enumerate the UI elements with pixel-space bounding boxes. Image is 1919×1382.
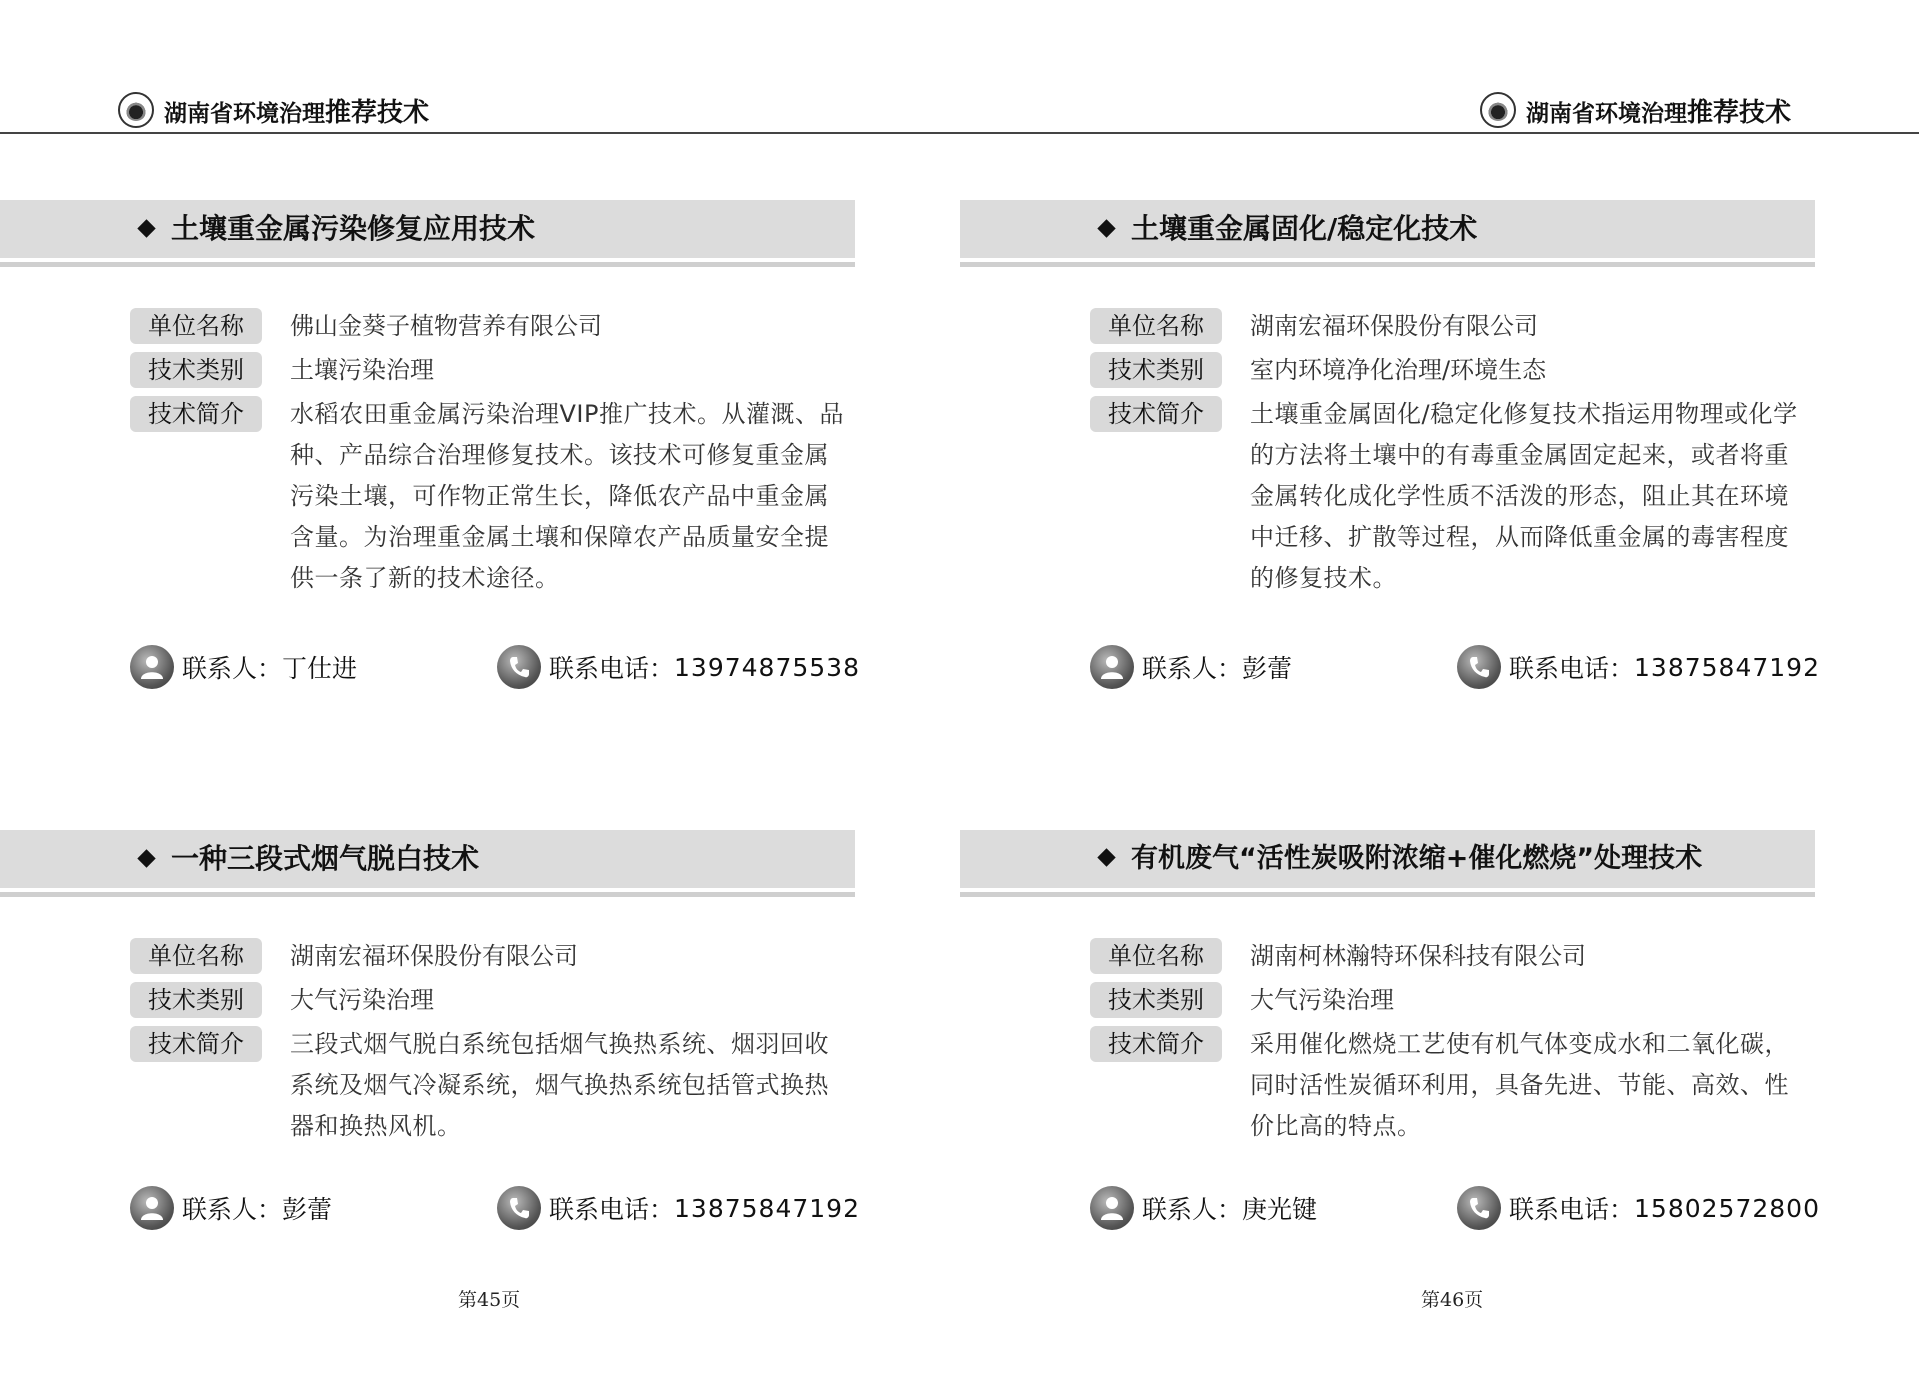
diamond-bullet-icon <box>1097 219 1115 237</box>
contact-phone-value: 15802572800 <box>1634 1193 1820 1223</box>
diamond-bullet-icon <box>137 849 155 867</box>
intro-label: 技术简介 <box>1090 396 1222 432</box>
category-label: 技术类别 <box>130 352 262 388</box>
unit-value: 湖南宏福环保股份有限公司 <box>290 942 578 970</box>
category-value: 大气污染治理 <box>290 986 434 1014</box>
fields <box>1090 308 1815 607</box>
header-title: 湖南省环境治理推荐技术 <box>164 97 430 128</box>
contact-phone: 联系电话： 15802572800 <box>1457 1184 1820 1232</box>
page-46 <box>960 0 1919 1382</box>
unit-label: 单位名称 <box>130 938 262 974</box>
phone-icon <box>497 1186 541 1230</box>
tech-section <box>0 830 855 1140</box>
contact-row <box>1090 1184 1820 1232</box>
unit-label: 单位名称 <box>1090 938 1222 974</box>
unit-value: 湖南宏福环保股份有限公司 <box>1250 312 1538 340</box>
phone-icon <box>1457 1186 1501 1230</box>
category-label: 技术类别 <box>130 982 262 1018</box>
diamond-bullet-icon <box>137 219 155 237</box>
page-header <box>1480 88 1791 132</box>
contact-person: 联系人： 彭蕾 <box>1090 643 1292 691</box>
tech-section <box>960 200 1815 592</box>
section-title-bar <box>0 200 855 262</box>
contact-person-value: 庚光键 <box>1242 1195 1318 1224</box>
contact-person: 联系人： 丁仕进 <box>130 643 357 691</box>
person-icon <box>1090 645 1134 689</box>
intro-value: 土壤重金属固化/稳定化修复技术指运用物理或化学的方法将土壤中的有毒重金属固定起来，或者将重金属转化成化学性质不活泼的形态，阻止其在环境中迁移、扩散等过程，从而降低重金属的毒害程度的修复技术。 <box>1250 400 1798 592</box>
contact-phone-value: 13875847192 <box>674 1193 860 1223</box>
contact-row <box>130 643 860 691</box>
page-number: 第46页 <box>1421 1289 1484 1311</box>
header-title: 湖南省环境治理推荐技术 <box>1526 97 1792 128</box>
unit-value: 湖南柯林瀚特环保科技有限公司 <box>1250 942 1586 970</box>
intro-label: 技术简介 <box>130 396 262 432</box>
fields <box>1090 938 1815 1155</box>
page-number: 第45页 <box>458 1289 521 1311</box>
tech-section <box>0 200 855 592</box>
intro-value: 水稻农田重金属污染治理VIP推广技术。从灌溉、品种、产品综合治理修复技术。该技术可修复重金属污染土壤，可作物正常生长，降低农产品中重金属含量。为治理重金属土壤和保障农产品质量安全提供一条了新的技术途径。 <box>290 400 844 592</box>
intro-value: 三段式烟气脱白系统包括烟气换热系统、烟羽回收系统及烟气冷凝系统，烟气换热系统包括管式换热器和换热风机。 <box>290 1030 829 1140</box>
contact-phone: 联系电话： 13974875538 <box>497 643 860 691</box>
person-icon <box>130 1186 174 1230</box>
unit-value: 佛山金葵子植物营养有限公司 <box>290 312 602 340</box>
contact-person-value: 彭蕾 <box>282 1195 333 1224</box>
contact-phone: 联系电话： 13875847192 <box>497 1184 860 1232</box>
section-title: 土壤重金属固化/稳定化技术 <box>1100 200 1477 258</box>
intro-label: 技术简介 <box>130 1026 262 1062</box>
contact-row <box>1090 643 1820 691</box>
page-header <box>118 88 429 132</box>
section-title-bar <box>960 830 1815 892</box>
unit-label: 单位名称 <box>130 308 262 344</box>
contact-phone-value: 13974875538 <box>674 652 860 682</box>
fields <box>130 938 855 1155</box>
category-label: 技术类别 <box>1090 982 1222 1018</box>
contact-person: 联系人： 庚光键 <box>1090 1184 1317 1232</box>
phone-icon <box>497 645 541 689</box>
contact-row <box>130 1184 860 1232</box>
contact-phone-value: 13875847192 <box>1634 652 1820 682</box>
contact-phone: 联系电话： 13875847192 <box>1457 643 1820 691</box>
contact-person: 联系人： 彭蕾 <box>130 1184 332 1232</box>
tech-section <box>960 830 1815 1140</box>
logo-icon <box>118 92 154 128</box>
phone-icon <box>1457 645 1501 689</box>
section-title-bar <box>0 830 855 892</box>
section-title: 有机废气“活性炭吸附浓缩+催化燃烧”处理技术 <box>1100 830 1702 888</box>
category-value: 土壤污染治理 <box>290 356 434 384</box>
intro-value: 采用催化燃烧工艺使有机气体变成水和二氧化碳，同时活性炭循环利用，具备先进、节能、高效、性价比高的特点。 <box>1250 1030 1789 1140</box>
section-title-bar <box>960 200 1815 262</box>
logo-icon <box>1480 92 1516 128</box>
intro-label: 技术简介 <box>1090 1026 1222 1062</box>
fields <box>130 308 855 607</box>
unit-label: 单位名称 <box>1090 308 1222 344</box>
contact-person-value: 彭蕾 <box>1242 654 1293 683</box>
category-label: 技术类别 <box>1090 352 1222 388</box>
section-title: 土壤重金属污染修复应用技术 <box>140 200 535 258</box>
category-value: 大气污染治理 <box>1250 986 1394 1014</box>
section-title: 一种三段式烟气脱白技术 <box>140 830 479 888</box>
diamond-bullet-icon <box>1097 848 1115 866</box>
contact-person-value: 丁仕进 <box>282 654 358 683</box>
person-icon <box>1090 1186 1134 1230</box>
category-value: 室内环境净化治理/环境生态 <box>1250 356 1547 384</box>
person-icon <box>130 645 174 689</box>
